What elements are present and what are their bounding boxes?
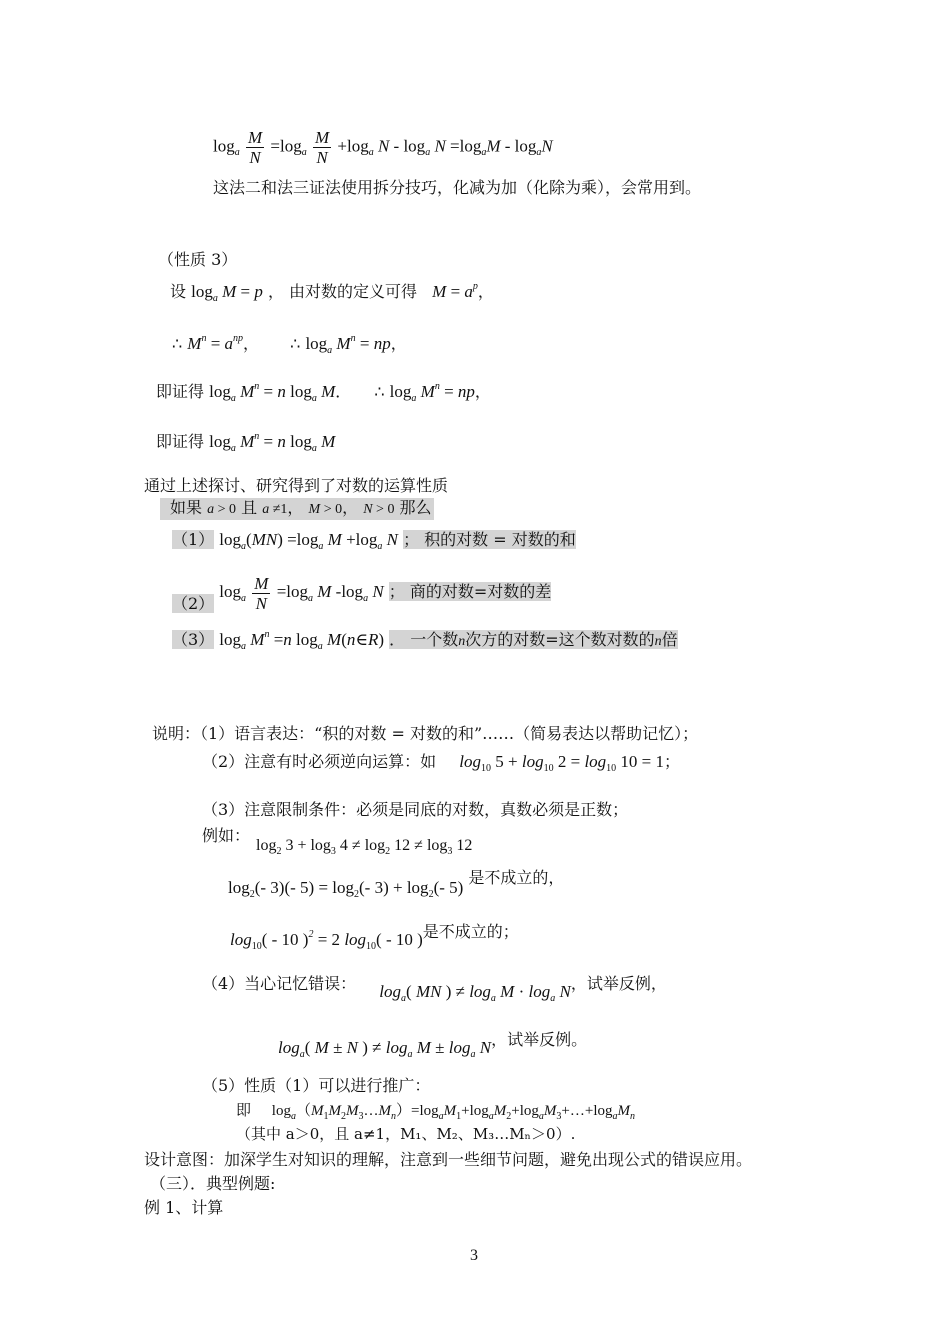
formula-log-mn-eq-np-2: $\log_a M^n$ = np <box>389 381 475 404</box>
note-1: 说明：（1）语言表达：“积的对数 = 对数的和”……（简易表达以帮助记忆）； <box>152 724 699 743</box>
and-label: 且 <box>241 498 258 517</box>
formula-m-eq-ap: $M = a^p$ <box>432 281 478 301</box>
property-2-description: ； 商的对数=对数的差 <box>388 582 552 602</box>
therefore-symbol: ∴ <box>374 382 385 401</box>
property-3-description: ． 一个数n次方的对数=这个数对数的n倍 <box>389 630 678 649</box>
formula-set-p: $\log_a M = p$ <box>191 282 263 304</box>
formula-log-mn-eq-np: $\log_a M^n$ = np <box>305 333 391 356</box>
formula-different-bases: $\log_2 3 + \log_3 4 \ne \log_2 12 \ne \log_3 12$ <box>256 837 473 857</box>
proof-technique-note: 这法二和法三证法使用拆分技巧，化减为加（化除为乘），会常用到。 <box>213 178 702 197</box>
prop3-proved-line-2 <box>156 432 335 455</box>
design-intent: 设计意图：加深学生对知识的理解，注意到一些细节问题，避免出现公式的错误应用。 <box>144 1150 753 1169</box>
invalid-example-2: $\log_{10}( - 10$ )$^2$ = 2 $\log_{10}( - 10$ )是不成立的； <box>230 922 519 952</box>
property-3-line <box>172 630 678 653</box>
formula-negative-args: $\log_2(-$ 3)(- $5) = \log_2(-$ $3) + \log_2(-$ 5) <box>228 878 464 900</box>
property-1-description: ； 积的对数 = 对数的和 <box>403 530 576 549</box>
if-label: 如果 <box>170 498 203 517</box>
summary-heading: 通过上述探讨、研究得到了对数的运算性质 <box>144 476 449 495</box>
formula-mn-eq-anp: $M^n = a^{np}$ <box>187 333 244 353</box>
property-2-number: （2） <box>172 594 215 614</box>
property-1-line <box>172 530 576 553</box>
formula-quotient-proof: $\log_a$ $\frac{M}{N}$ $=\log_a$ $\frac{M}{N}$ $+\log_a$ $N - \log_a N =\log_aM - \log_aN$ <box>213 128 553 167</box>
example-1-heading: 例 1、计算 <box>144 1198 224 1217</box>
example-label: 例如： <box>202 826 251 845</box>
formula-log10-example: $\log_{10} 5 + \log_{10} 2 = \log_{10} 10 = 1$ <box>459 752 665 774</box>
formula-product-rule: $\log_a(MN) =\log_a$ $M +\log_a$ N <box>219 530 398 552</box>
property-1-number: （1） <box>172 530 215 549</box>
page-number: 3 <box>470 1247 478 1264</box>
note-4: （4）当心记忆错误： $\log_a$( MN ) ≠ $\log_a M \cdot \log_a N$，试举反例， <box>202 974 667 1004</box>
note-2: （2）注意有时必须逆向运算：如 $\log_{10} 5 + \log_{10} 2 = \log_{10} 10 = 1$； <box>202 752 681 774</box>
generalized-product-rule: 即 $\log_a(M_1M_2M_3\dots M_n)=\log_aM_1+\log_aM_2+\log_aM_3+\dots+\log_aM_n$ <box>236 1101 635 1122</box>
therefore-symbol: ∴ <box>172 334 183 353</box>
set-label: 设 <box>170 282 187 301</box>
by-definition-text: ， 由对数的定义可得 <box>267 282 418 301</box>
formula-quotient-rule: $\log_a$ $\frac{M}{N}$ $=\log_a$ M $-\log_a$ N <box>219 574 384 613</box>
prop3-proved-line-1: 即证得 $\log_a M^n = n$ $\log_a M$． ∴ $\log_a M^n$ = np， <box>156 381 491 404</box>
generalized-conditions: （其中 a＞0，且 a≠1，M₁、M₂、M₃…Mₙ＞0）. <box>236 1125 576 1143</box>
therefore-symbol: ∴ <box>290 334 301 353</box>
property-2-line <box>172 574 551 620</box>
invalid-example-1: $\log_2(-$ 3)(- $5) = \log_2(-$ $3) + \log_2(-$ 5) 是不成立的， <box>228 868 565 900</box>
prop3-setup-line: 设 $\log_a M = p$ ， 由对数的定义可得 $M = a^p$， <box>170 281 494 304</box>
proved-label: 即证得 <box>156 382 205 401</box>
formula-power-rule: $\log_a M^n = n$ $\log_a M$ <box>209 381 336 404</box>
note-5: （5）性质（1）可以进行推广： <box>202 1076 431 1095</box>
formula-power-rule-2: $\log_a M^n = n$ $\log_a M$ <box>209 431 336 454</box>
conditions-line: 如果 a > 0 且 a ≠1， M > 0， N > 0 那么 <box>160 498 434 520</box>
then-label: 那么 <box>399 498 432 517</box>
proved-label: 即证得 <box>156 432 205 451</box>
prop3-therefore-line: ∴ $M^n = a^{np}$， ∴ $\log_a M^n$ = np， <box>172 333 407 356</box>
formula-mistake-sum: $\log_a$( M ± N ) ≠ $\log_a M \pm \log_a N$ <box>278 1038 492 1060</box>
section-3-heading: （三）．典型例题: <box>150 1174 276 1193</box>
formula-mistake-product: $\log_a$( MN ) ≠ $\log_a M \cdot \log_a N$ <box>379 982 571 1004</box>
property-3-heading: （性质 3） <box>158 250 238 269</box>
property-3-number: （3） <box>172 630 215 649</box>
note-3: （3）注意限制条件：必须是同底的对数，真数必须是正数； <box>202 800 629 819</box>
note-4-second: $\log_a$( M ± N ) ≠ $\log_a M \pm \log_a N$，试举反例。 <box>278 1030 588 1060</box>
formula-negative-square: $\log_{10}( - 10$ )$^2$ = 2 $\log_{10}( - 10$ ) <box>230 929 423 952</box>
formula-power-rule-general: $\log_a M^n =n$ $\log_a$ M(n∈R) <box>219 629 385 652</box>
